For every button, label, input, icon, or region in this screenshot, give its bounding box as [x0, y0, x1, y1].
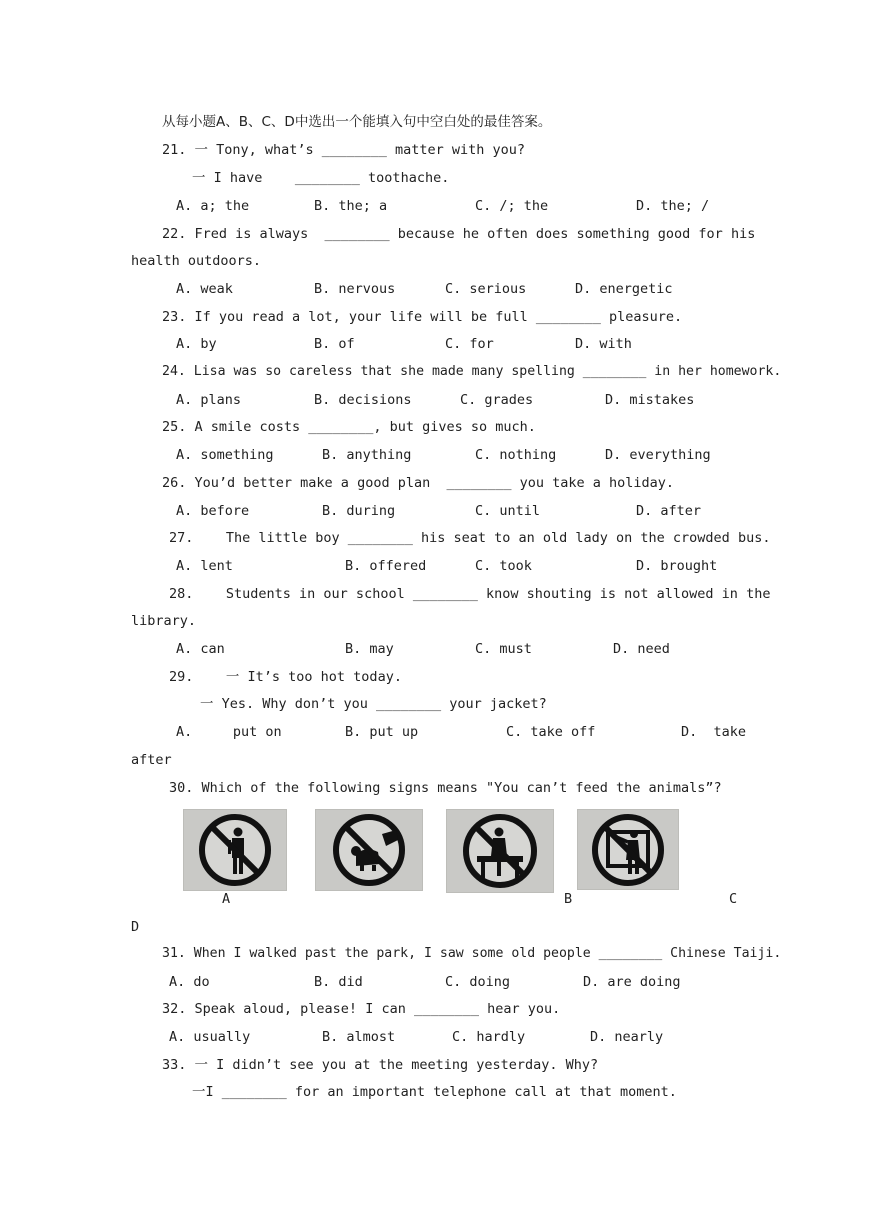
sign-caption-a: A	[222, 891, 231, 907]
question-27-option-b: B. offered	[345, 558, 427, 574]
question-29-stem: 29. 一 It’s too hot today.	[169, 669, 402, 685]
question-21-option-b: B. the; a	[314, 198, 388, 214]
question-26-option-c: C. until	[475, 503, 541, 519]
question-21-option-c: C. /; the	[475, 198, 549, 214]
question-22-stem-continued: health outdoors.	[131, 253, 262, 269]
question-23-option-c: C. for	[445, 336, 494, 352]
sign-image-3	[446, 809, 554, 893]
question-31-stem: 31. When I walked past the park, I saw some old people ________ Chinese Taiji.	[162, 946, 782, 961]
sign-image-4	[577, 809, 679, 890]
question-28-option-d: D. need	[613, 641, 670, 657]
question-28-stem: 28. Students in our school ________ know shouting is not allowed in the	[169, 586, 771, 602]
question-30-stem: 30. Which of the following signs means "You can’t feed the animals”?	[169, 780, 722, 796]
question-29-option-a: A. put on	[176, 724, 282, 740]
question-27-option-a: A. lent	[176, 558, 233, 574]
question-25-option-a: A. something	[176, 447, 274, 463]
question-31-option-c: C. doing	[445, 974, 511, 990]
no-standing-person-icon	[184, 810, 286, 890]
question-26-option-b: B. during	[322, 503, 396, 519]
sign-caption-b: B	[564, 891, 573, 907]
sign-caption-c: C	[729, 891, 738, 907]
question-21-option-a: A. a; the	[176, 198, 250, 214]
question-26-option-d: D. after	[636, 503, 702, 519]
question-28-option-b: B. may	[345, 641, 394, 657]
question-27-option-d: D. brought	[636, 558, 718, 574]
question-32-option-b: B. almost	[322, 1029, 396, 1045]
sign-image-1	[183, 809, 287, 891]
question-32-option-c: C. hardly	[452, 1029, 526, 1045]
question-27-option-c: C. took	[475, 558, 532, 574]
question-24-option-c: C. grades	[460, 392, 534, 408]
question-29-stem-2: 一 Yes. Why don’t you ________ your jacket?	[200, 696, 547, 712]
question-29-option-b: B. put up	[345, 724, 419, 740]
question-22-option-a: A. weak	[176, 281, 233, 297]
question-21-option-d: D. the; /	[636, 198, 710, 214]
question-29-option-continued: after	[131, 752, 172, 768]
question-26-stem: 26. You’d better make a good plan ________ you take a holiday.	[162, 475, 675, 491]
sign-image-2	[315, 809, 423, 891]
question-24-option-b: B. decisions	[314, 392, 412, 408]
question-32-option-d: D. nearly	[590, 1029, 664, 1045]
question-22-option-b: B. nervous	[314, 281, 396, 297]
no-feeding-animals-icon	[316, 810, 422, 890]
question-23-option-a: A. by	[176, 336, 217, 352]
question-24-stem: 24. Lisa was so careless that she made many spelling ________ in her homework.	[162, 364, 782, 379]
question-27-stem: 27. The little boy ________ his seat to an old lady on the crowded bus.	[169, 530, 771, 546]
question-24-option-d: D. mistakes	[605, 392, 695, 408]
question-25-stem: 25. A smile costs ________, but gives so much.	[162, 419, 536, 435]
question-24-option-a: A. plans	[176, 392, 242, 408]
question-31-option-b: B. did	[314, 974, 363, 990]
question-33-stem: 33. 一 I didn’t see you at the meeting yesterday. Why?	[162, 1057, 599, 1073]
sign-caption-d: D	[131, 919, 140, 935]
question-28-option-a: A. can	[176, 641, 225, 657]
question-32-stem: 32. Speak aloud, please! I can ________ hear you.	[162, 1001, 561, 1017]
question-22-option-c: C. serious	[445, 281, 527, 297]
question-23-option-b: B. of	[314, 336, 355, 352]
question-33-stem-2: 一I ________ for an important telephone call at that moment.	[192, 1084, 677, 1100]
question-26-option-a: A. before	[176, 503, 250, 519]
question-22-option-d: D. energetic	[575, 281, 673, 297]
no-sitting-person-icon	[447, 810, 553, 892]
question-25-option-d: D. everything	[605, 447, 711, 463]
question-22-stem: 22. Fred is always ________ because he often does something good for his	[162, 226, 756, 242]
question-31-option-a: A. do	[169, 974, 210, 990]
question-29-option-c: C. take off	[506, 724, 596, 740]
question-21-stem-2: 一 I have ________ toothache.	[192, 170, 450, 186]
question-28-stem-continued: library.	[131, 613, 197, 629]
instruction: 从每小题A、B、C、D中选出一个能填入句中空白处的最佳答案。	[162, 114, 552, 130]
question-23-option-d: D. with	[575, 336, 632, 352]
question-25-option-b: B. anything	[322, 447, 412, 463]
question-29-option-d: D. take	[681, 724, 747, 740]
question-28-option-c: C. must	[475, 641, 532, 657]
question-21-stem: 21. 一 Tony, what’s ________ matter with you?	[162, 142, 525, 158]
question-32-option-a: A. usually	[169, 1029, 251, 1045]
question-23-stem: 23. If you read a lot, your life will be full ________ pleasure.	[162, 309, 683, 325]
question-31-option-d: D. are doing	[583, 974, 681, 990]
question-25-option-c: C. nothing	[475, 447, 557, 463]
no-leaning-out-window-icon	[578, 810, 678, 889]
